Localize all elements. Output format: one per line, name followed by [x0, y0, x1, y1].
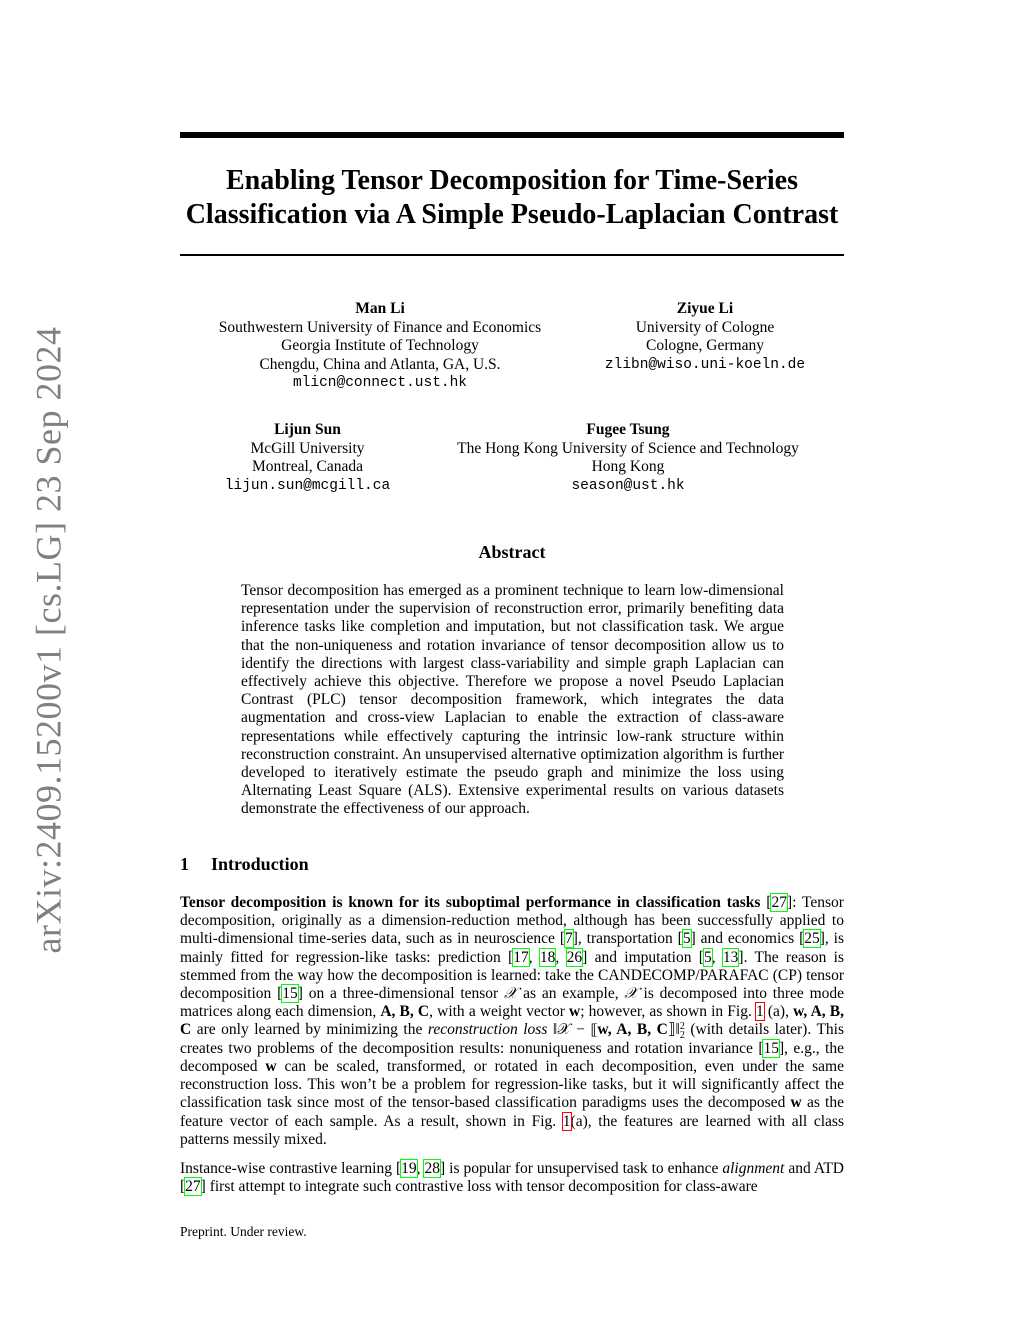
- citation-link[interactable]: 13: [722, 948, 739, 966]
- math-vector: w: [265, 1058, 277, 1076]
- citation-link[interactable]: 27: [771, 894, 787, 911]
- author-email[interactable]: mlicn@connect.ust.hk: [292, 375, 468, 391]
- author-name: Fugee Tsung: [586, 421, 670, 438]
- author-block: [196, 300, 564, 393]
- math-vector: w: [569, 1003, 581, 1021]
- citation-link[interactable]: 15: [763, 1039, 779, 1057]
- citation-link[interactable]: 7: [564, 930, 573, 948]
- author-block: [580, 300, 830, 374]
- figure-link[interactable]: 1: [562, 1112, 571, 1130]
- author-name: Man Li: [355, 300, 405, 317]
- author-email[interactable]: season@ust.hk: [571, 477, 685, 494]
- author-affiliation: Georgia Institute of Technology: [281, 337, 479, 354]
- author-block: [438, 421, 818, 495]
- author-affiliation: Hong Kong: [591, 458, 665, 475]
- author-affiliation: Montreal, Canada: [251, 458, 364, 475]
- section-title: Introduction: [211, 854, 309, 874]
- paper-title: Enabling Tensor Decomposition for Time-Series Classification via A Simple Pseudo-Laplacian Contrast: [185, 165, 839, 230]
- emphasis: alignment: [722, 1160, 785, 1177]
- author-affiliation: Southwestern University of Finance and Economics: [218, 318, 542, 336]
- math-norm: ‖𝒳 − ⟦w, A, B, C⟧‖ 2 2: [552, 1020, 685, 1041]
- citation-link[interactable]: 27: [185, 1178, 201, 1196]
- citation-link[interactable]: 5: [682, 930, 691, 948]
- author-affiliation: McGill University: [250, 439, 365, 457]
- section-heading: [180, 854, 580, 875]
- abstract-body: Tensor decomposition has emerged as a prominent technique to learn low-dimensional representation under the supervision of reconstruction error, primarily benefiting data inference tasks like completion and imputation, but not classification task. We argue that the non-uniqueness and rotation invariance of tensor decomposition allow us to identify the directions with largest class-variability and simple graph Laplacian can effectively achieve this objective. Therefore we propose a novel Pseudo Laplacian Contrast (PLC) tensor decomposition framework, which integrates the data augmentation and cross-view Laplacian to enable the extraction of class-aware representations while effectively capturing the intrinsic low-rank structure within reconstruction constraint. An unsupervised alternative optimization algorithm is further developed to iteratively estimate the pseudo graph and minimize the loss using Alternating Least Square (ALS). Extensive experimental results on various datasets demonstrate the effectiveness of our approach.: [241, 582, 784, 818]
- arxiv-watermark: [18, 326, 78, 954]
- author-affiliation: Cologne, Germany: [646, 337, 764, 354]
- author-name: Lijun Sun: [274, 421, 341, 438]
- author-affiliation: The Hong Kong University of Science and Technology: [457, 439, 799, 457]
- intro-paragraph-2: Instance-wise contrastive learning [19, 28] is popular for unsupervised task to enhance alignment and ATD [27] first attempt to integrate such contrastive loss with tensor decomposition for class-aware: [180, 1160, 845, 1196]
- page-footer: Preprint. Under review.: [180, 1224, 307, 1239]
- math-tensor: 𝒳: [624, 985, 638, 1003]
- author-email[interactable]: zlibn@wiso.uni-koeln.de: [604, 356, 806, 373]
- citation-link[interactable]: 28: [424, 1160, 440, 1177]
- section-number: 1: [180, 854, 189, 874]
- author-affiliation: Chengdu, China and Atlanta, GA, U.S.: [259, 355, 501, 373]
- citation-link[interactable]: 25: [804, 930, 820, 948]
- abstract-heading: Abstract: [478, 542, 546, 562]
- title-rule-top: [180, 132, 844, 138]
- author-block: [200, 421, 415, 495]
- citation-link[interactable]: 26: [566, 948, 583, 966]
- citation-link[interactable]: 19: [401, 1160, 417, 1177]
- author-affiliation: University of Cologne: [635, 318, 775, 336]
- math-vector: w: [790, 1094, 802, 1112]
- math-matrices: A, B, C: [380, 1003, 430, 1021]
- author-email[interactable]: lijun.sun@mcgill.ca: [224, 477, 391, 494]
- math-factors: w, A, B, C: [180, 1003, 845, 1039]
- figure-link[interactable]: 1: [755, 1003, 764, 1021]
- citation-link[interactable]: 17: [513, 948, 529, 966]
- citation-link[interactable]: 18: [539, 948, 556, 966]
- citation-link[interactable]: 15: [282, 985, 298, 1003]
- author-name: Ziyue Li: [676, 300, 734, 317]
- math-tensor: 𝒳: [504, 985, 518, 1003]
- title-rule-bottom: [180, 254, 844, 256]
- emphasis: reconstruction loss: [427, 1021, 548, 1039]
- citation-link[interactable]: 5: [703, 948, 712, 966]
- arxiv-id: arXiv:2409.15200v1 [cs.LG] 23 Sep 2024: [28, 326, 69, 954]
- intro-paragraph-1: Tensor decomposition is known for its suboptimal performance in classification tasks [27]: Tensor decomposition, originally as a dimension-reduction method, although has been successfully applied to multi-dimensional time-series data, such as in neuroscience [7], transportation [5] and economics [25], is mainly fitted for regression-like tasks: prediction [17, 18, 26] and imputation [5, 13]. The reason is stemmed from the way how the decomposition is learned: take the CANDECOMP/PARAFAC (CP) tensor decomposition [15] on a three-dimensional tensor 𝒳 as an example, 𝒳 is decomposed into three mode matrices along each dimension, A, B, C, with a weight vector w; however, as shown in Fig. 1 (a), w, A, B, C are only learned by minimizing the reconstruction loss ‖𝒳 − ⟦w, A, B, C⟧‖ 2 2 (with details later). This creates two problems of the decomposition results: nonuniqueness and rotation invariance [15], e.g., the decomposed w can be scaled, transformed, or rotated in each decomposition, even under the same reconstruction loss. This won’t be a problem for regression-like tasks, but it will significantly affect the classification task since most of the tensor-based classification paradigms uses the decomposed w as the feature vector of each sample. As a result, shown in Fig. 1(a), the features are learned with all class patterns messily mixed.: [180, 894, 845, 1148]
